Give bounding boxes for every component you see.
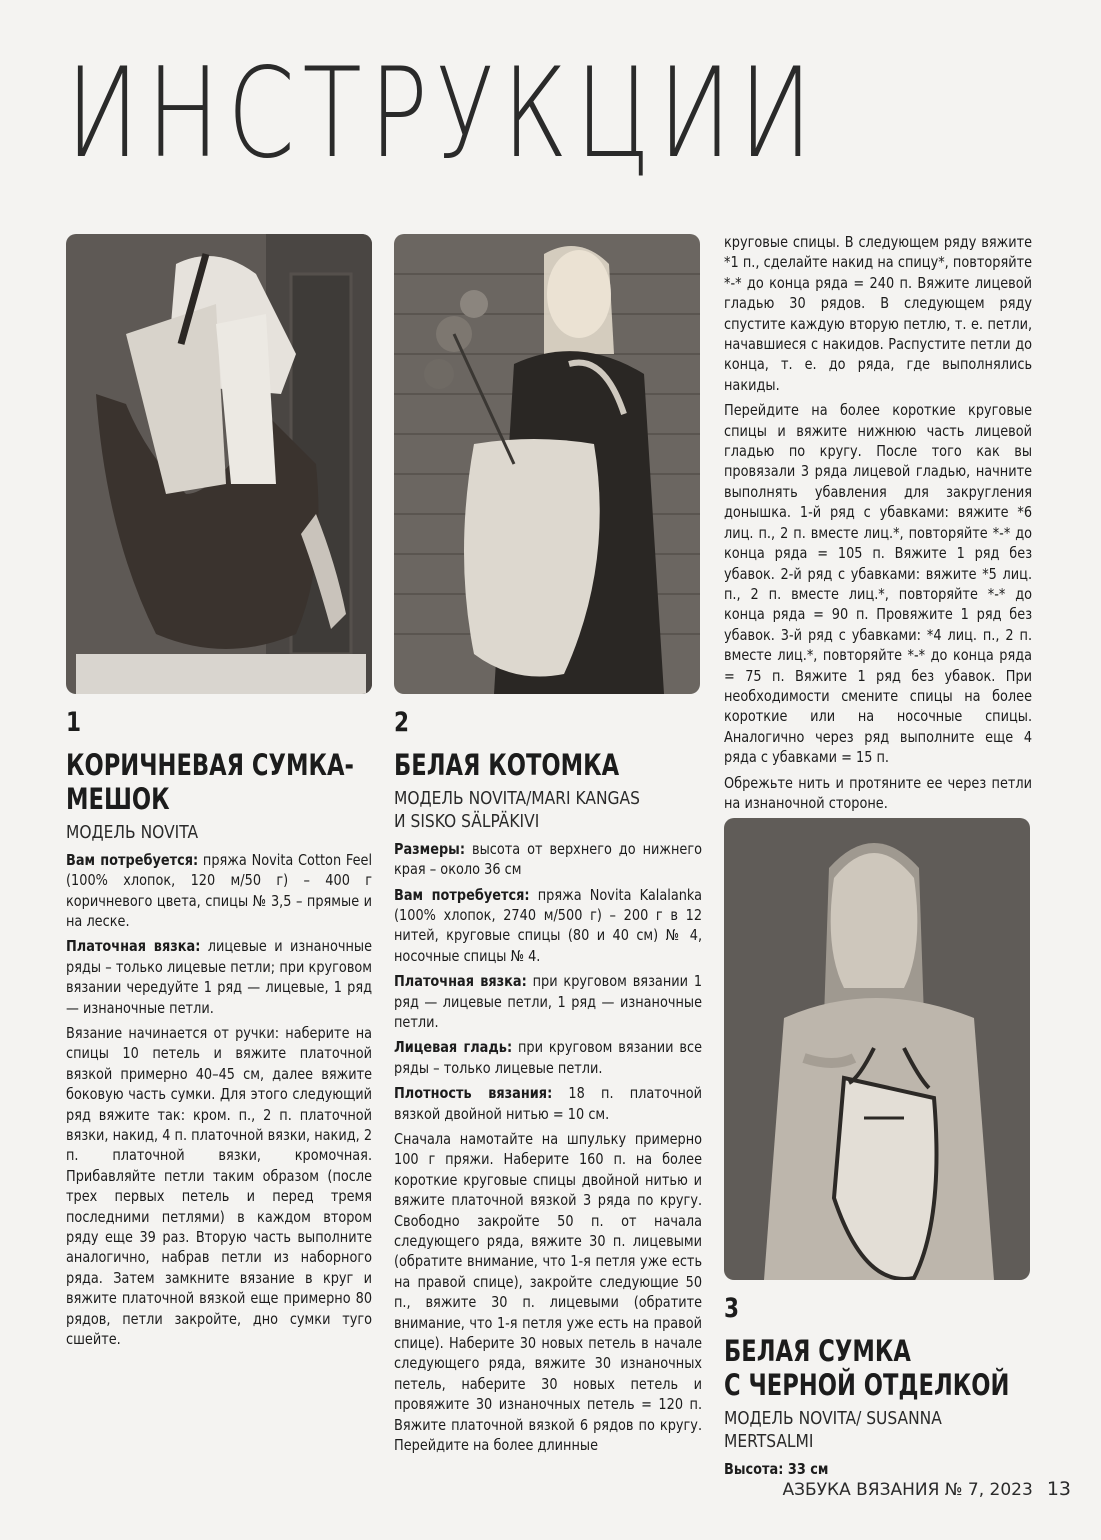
item-1-stitch: Платочная вязка: лицевые и изнаночные ряды – только лицевые петли; при круговом вязании чередуйте 1 ряд — лицевые, 1 ряд — изнаночные петли. bbox=[66, 937, 373, 1017]
page-number: 13 bbox=[1046, 1478, 1071, 1500]
item-3-title: БЕЛАЯ СУМКА С ЧЕРНОЙ ОТДЕЛКОЙ bbox=[724, 1333, 1010, 1402]
item-3-number: 3 bbox=[724, 1293, 740, 1324]
item-1-number: 1 bbox=[66, 707, 82, 738]
item-2-cont-3: Обрежьте нить и протяните ее через петли на изнаночной стороне. bbox=[724, 773, 1033, 812]
item-2-instructions: Сначала намотайте на шпульку примерно 100 г пряжи. Наберите 160 п. на более короткие круговые спицы двойной нитью и вяжите платочной вязкой 3 ряда по кругу. Свободно закройте 50 п. от начала следующего ряда, вяжите 30 п. лицевыми (обратите внимание, что 1-я петля уже есть на правой спице), закройте следующие 50 п., вяжите 30 п. лицевыми (обратите внимание, что 1-я петля уже есть на правой спице). Наберите 30 новых петель в начале следующего ряда, вяжите 30 изнаночных петель, наберите 30 новых петель и провяжите 30 изнаночных петель = 120 п. Вяжите платочной вязкой 6 рядов по кругу. Перейдите на более длинные bbox=[394, 1129, 703, 1455]
item-2-title: БЕЛАЯ КОТОМКА bbox=[394, 747, 620, 782]
item-2-stockinette: Лицевая гладь: при круговом вязании все ряды – только лицевые петли. bbox=[394, 1038, 703, 1077]
item-1-title: КОРИЧНЕВАЯ СУМКА- МЕШОК bbox=[66, 747, 354, 816]
photo-white-black-bag bbox=[724, 818, 1030, 1280]
item-2-model: МОДЕЛЬ NOVITA/MARI KANGAS И SISKO SÄLPÄKIVI bbox=[394, 787, 640, 832]
item-2-continuation bbox=[724, 232, 1032, 818]
item-1-section bbox=[66, 708, 372, 1354]
photo-white-bag bbox=[394, 234, 700, 694]
page-title: ИНСТРУКЦИИ bbox=[66, 42, 820, 186]
item-3-height: Высота: 33 см bbox=[724, 1459, 829, 1478]
item-1-model: МОДЕЛЬ NOVITA bbox=[66, 821, 199, 843]
item-2-size: Размеры: высота от верхнего до нижнего края – около 36 см bbox=[394, 839, 703, 879]
item-2-stitch: Платочная вязка: при круговом вязании 1 ряд — лицевые петли, 1 ряд — изнаночные петли. bbox=[394, 972, 703, 1031]
photo-brown-bag bbox=[66, 234, 372, 694]
item-2-cont-1: круговые спицы. В следующем ряду вяжите *1 п., сделайте накид на спицу*, повторяйте *-* до конца ряда = 240 п. Вяжите лицевой гладью 30 рядов. В следующем ряду спустите каждую вторую петлю, т. е. петли, начавшиеся с накидов. Распустите петли до конца, т. е. до ряда, где выполнялись накиды. bbox=[724, 233, 1033, 394]
item-2-cont-2: Перейдите на более короткие круговые спицы и вяжите нижнюю часть лицевой гладью по кругу. После того как вы провязали 3 ряда лицевой гладью, начните выполнять убавления для закругления донышка. 1-й ряд с убавками: вяжите *6 лиц. п., 2 п. вместе лиц.*, повторяйте *-* до конца ряда = 105 п. Вяжите 1 ряд без убавок. 2-й ряд с убавками: вяжите *5 лиц. п., 2 п. вместе лиц.*, повторяйте *-* до конца ряда = 90 п. Провяжите 1 ряд без убавок. 3-й ряд с убавками: *4 лиц. п., 2 п. вместе лиц.*, повторяйте *-* до конца ряда = 75 п. Вяжите 1 ряд без убавок. При необходимости смените спицы на более короткие или на носочные спицы. Аналогично через ряд выполните еще 4 ряда с убавками = 15 п. bbox=[724, 401, 1033, 767]
item-2-section bbox=[394, 708, 702, 1460]
item-1-materials: Вам потребуется: пряжа Novita Cotton Feel (100% хлопок, 120 м/50 г) – 400 г коричневого цвета, спицы № 3,5 – прямые и на леске. bbox=[66, 850, 373, 930]
item-1-instructions: Вязание начинается от ручки: наберите на спицы 10 петель и вяжите платочной вязкой примерно 40–45 см, далее вяжите боковую часть сумки. Для этого следующий ряд вяжите так: кром. п., 2 п. платочной вязки, накид, 4 п. платочной вязки, накид, 2 п. платочной вязки, кромочная. Прибавляйте петли таким образом (после трех первых петель и перед тремя последними петлями) в каждом втором ряду еще 39 раз. Вторую часть выполните аналогично, набрав петли из наборного ряда. Затем замкните вязание в круг и вяжите платочной вязкой еще примерно 80 рядов, петли закройте, дно сумки туго сшейте. bbox=[66, 1023, 373, 1349]
magazine-issue: АЗБУКА ВЯЗАНИЯ № 7, 2023 bbox=[782, 1480, 1033, 1500]
item-3-model: МОДЕЛЬ NOVITA/ SUSANNA MERTSALMI bbox=[724, 1407, 942, 1452]
item-2-number: 2 bbox=[394, 707, 410, 738]
item-2-materials: Вам потребуется: пряжа Novita Kalalanka (100% хлопок, 2740 м/500 г) – 200 г в 12 нитей, круговые спицы (80 и 40 см) № 4, носочные спицы № 4. bbox=[394, 885, 703, 965]
item-3-section bbox=[724, 1294, 1032, 1484]
item-2-gauge: Плотность вязания: 18 п. платочной вязкой двойной нитью = 10 см. bbox=[394, 1084, 703, 1123]
page-footer bbox=[782, 1478, 1071, 1500]
